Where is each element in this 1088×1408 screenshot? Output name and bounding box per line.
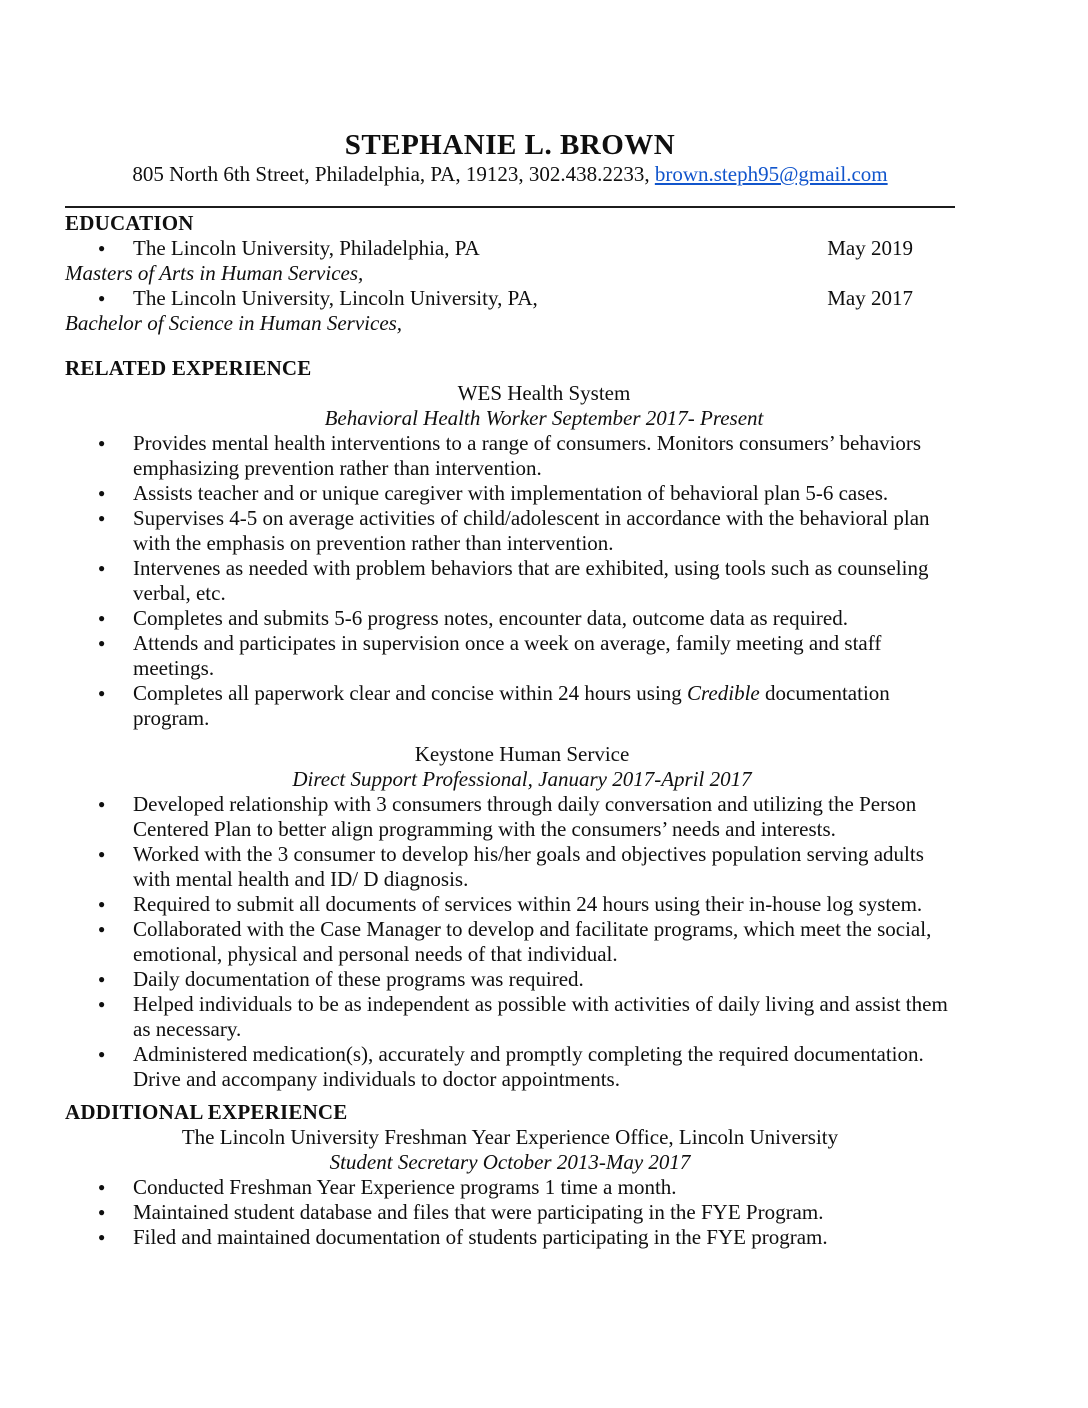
job-fye-bullet-list [65, 1175, 955, 1250]
bullet-item: ● Administered medication(s), accurately and promptly completing the required documentation. Drive and accompany individuals to doctor appointments. [65, 1042, 955, 1092]
job-title: Student Secretary October 2013-May 2017 [329, 1150, 691, 1174]
bullet-item: ● Completes and submits 5-6 progress notes, encounter data, outcome data as required. [65, 606, 955, 631]
bullet-item: ● Worked with the 3 consumer to develop his/her goals and objectives population serving adults with mental health and ID/ D diagnosis. [65, 842, 955, 892]
additional-experience-heading: ADDITIONAL EXPERIENCE [65, 1100, 348, 1124]
bullet-item: ● Developed relationship with 3 consumers through daily conversation and utilizing the Person Centered Plan to better align programming with the consumers’ needs and interests. [65, 792, 955, 842]
education-entry-row [65, 236, 955, 261]
education-entry-row [65, 286, 955, 311]
related-experience-section [65, 356, 955, 1092]
bullet-item: ● Collaborated with the Case Manager to develop and facilitate programs, which meet the social, emotional, physical and personal needs of that individual. [65, 917, 955, 967]
job-wes-header [65, 381, 955, 431]
bullet-item: ● Helped individuals to be as independent as possible with activities of daily living and assist them as necessary. [65, 992, 955, 1042]
bullet-item: ● Attends and participates in supervision once a week on average, family meeting and staff meetings. [65, 631, 955, 681]
education-school: ● The Lincoln University, Philadelphia, PA [65, 236, 827, 261]
person-name: STEPHANIE L. BROWN [344, 129, 676, 161]
contact-line [65, 162, 955, 187]
job-employer: Keystone Human Service [414, 742, 630, 766]
bullet-item: ● Daily documentation of these programs was required. [65, 967, 955, 992]
related-experience-heading: RELATED EXPERIENCE [65, 356, 312, 380]
education-school: ● The Lincoln University, Lincoln University, PA, [65, 286, 827, 311]
education-section [65, 211, 955, 336]
job-keystone-bullet-list [65, 792, 955, 1092]
resume-page [65, 0, 955, 1250]
resume-header [65, 128, 955, 187]
bullet-item: ● Conducted Freshman Year Experience programs 1 time a month. [65, 1175, 955, 1200]
bullet-item: ● Assists teacher and or unique caregiver with implementation of behavioral plan 5-6 cases. [65, 481, 955, 506]
email-link[interactable]: brown.steph95@gmail.com [654, 162, 888, 186]
job-title: Direct Support Professional, January 2017-April 2017 [292, 767, 752, 791]
header-divider [65, 206, 955, 208]
bullet-item: ● Maintained student database and files that were participating in the FYE Program. [65, 1200, 955, 1225]
job-employer: WES Health System [457, 381, 631, 405]
bullet-item: ● Filed and maintained documentation of students participating in the FYE program. [65, 1225, 955, 1250]
additional-experience-section [65, 1100, 955, 1250]
education-degree: Masters of Arts in Human Services, [65, 261, 364, 285]
bullet-item: ● Supervises 4-5 on average activities of child/adolescent in accordance with the behavioral plan with the emphasis on prevention rather than intervention. [65, 506, 955, 556]
bullet-item: ● Completes all paperwork clear and concise within 24 hours using Credible documentation program. [65, 681, 955, 731]
education-degree: Bachelor of Science in Human Services, [65, 311, 403, 335]
job-title: Behavioral Health Worker September 2017- Present [324, 406, 764, 430]
job-keystone-header [65, 742, 955, 792]
contact-text: 805 North 6th Street, Philadelphia, PA, 19123, 302.438.2233, [132, 162, 655, 186]
education-heading: EDUCATION [65, 211, 194, 235]
bullet-item: ● Required to submit all documents of services within 24 hours using their in-house log system. [65, 892, 955, 917]
job-employer: The Lincoln University Freshman Year Experience Office, Lincoln University [181, 1125, 839, 1149]
education-date: May 2017 [827, 286, 913, 310]
job-fye-header [65, 1125, 955, 1175]
bullet-item: ● Intervenes as needed with problem behaviors that are exhibited, using tools such as counseling verbal, etc. [65, 556, 955, 606]
education-date: May 2019 [827, 236, 913, 260]
bullet-item: ● Provides mental health interventions to a range of consumers. Monitors consumers’ behaviors emphasizing prevention rather than intervention. [65, 431, 955, 481]
job-wes-bullet-list [65, 431, 955, 731]
